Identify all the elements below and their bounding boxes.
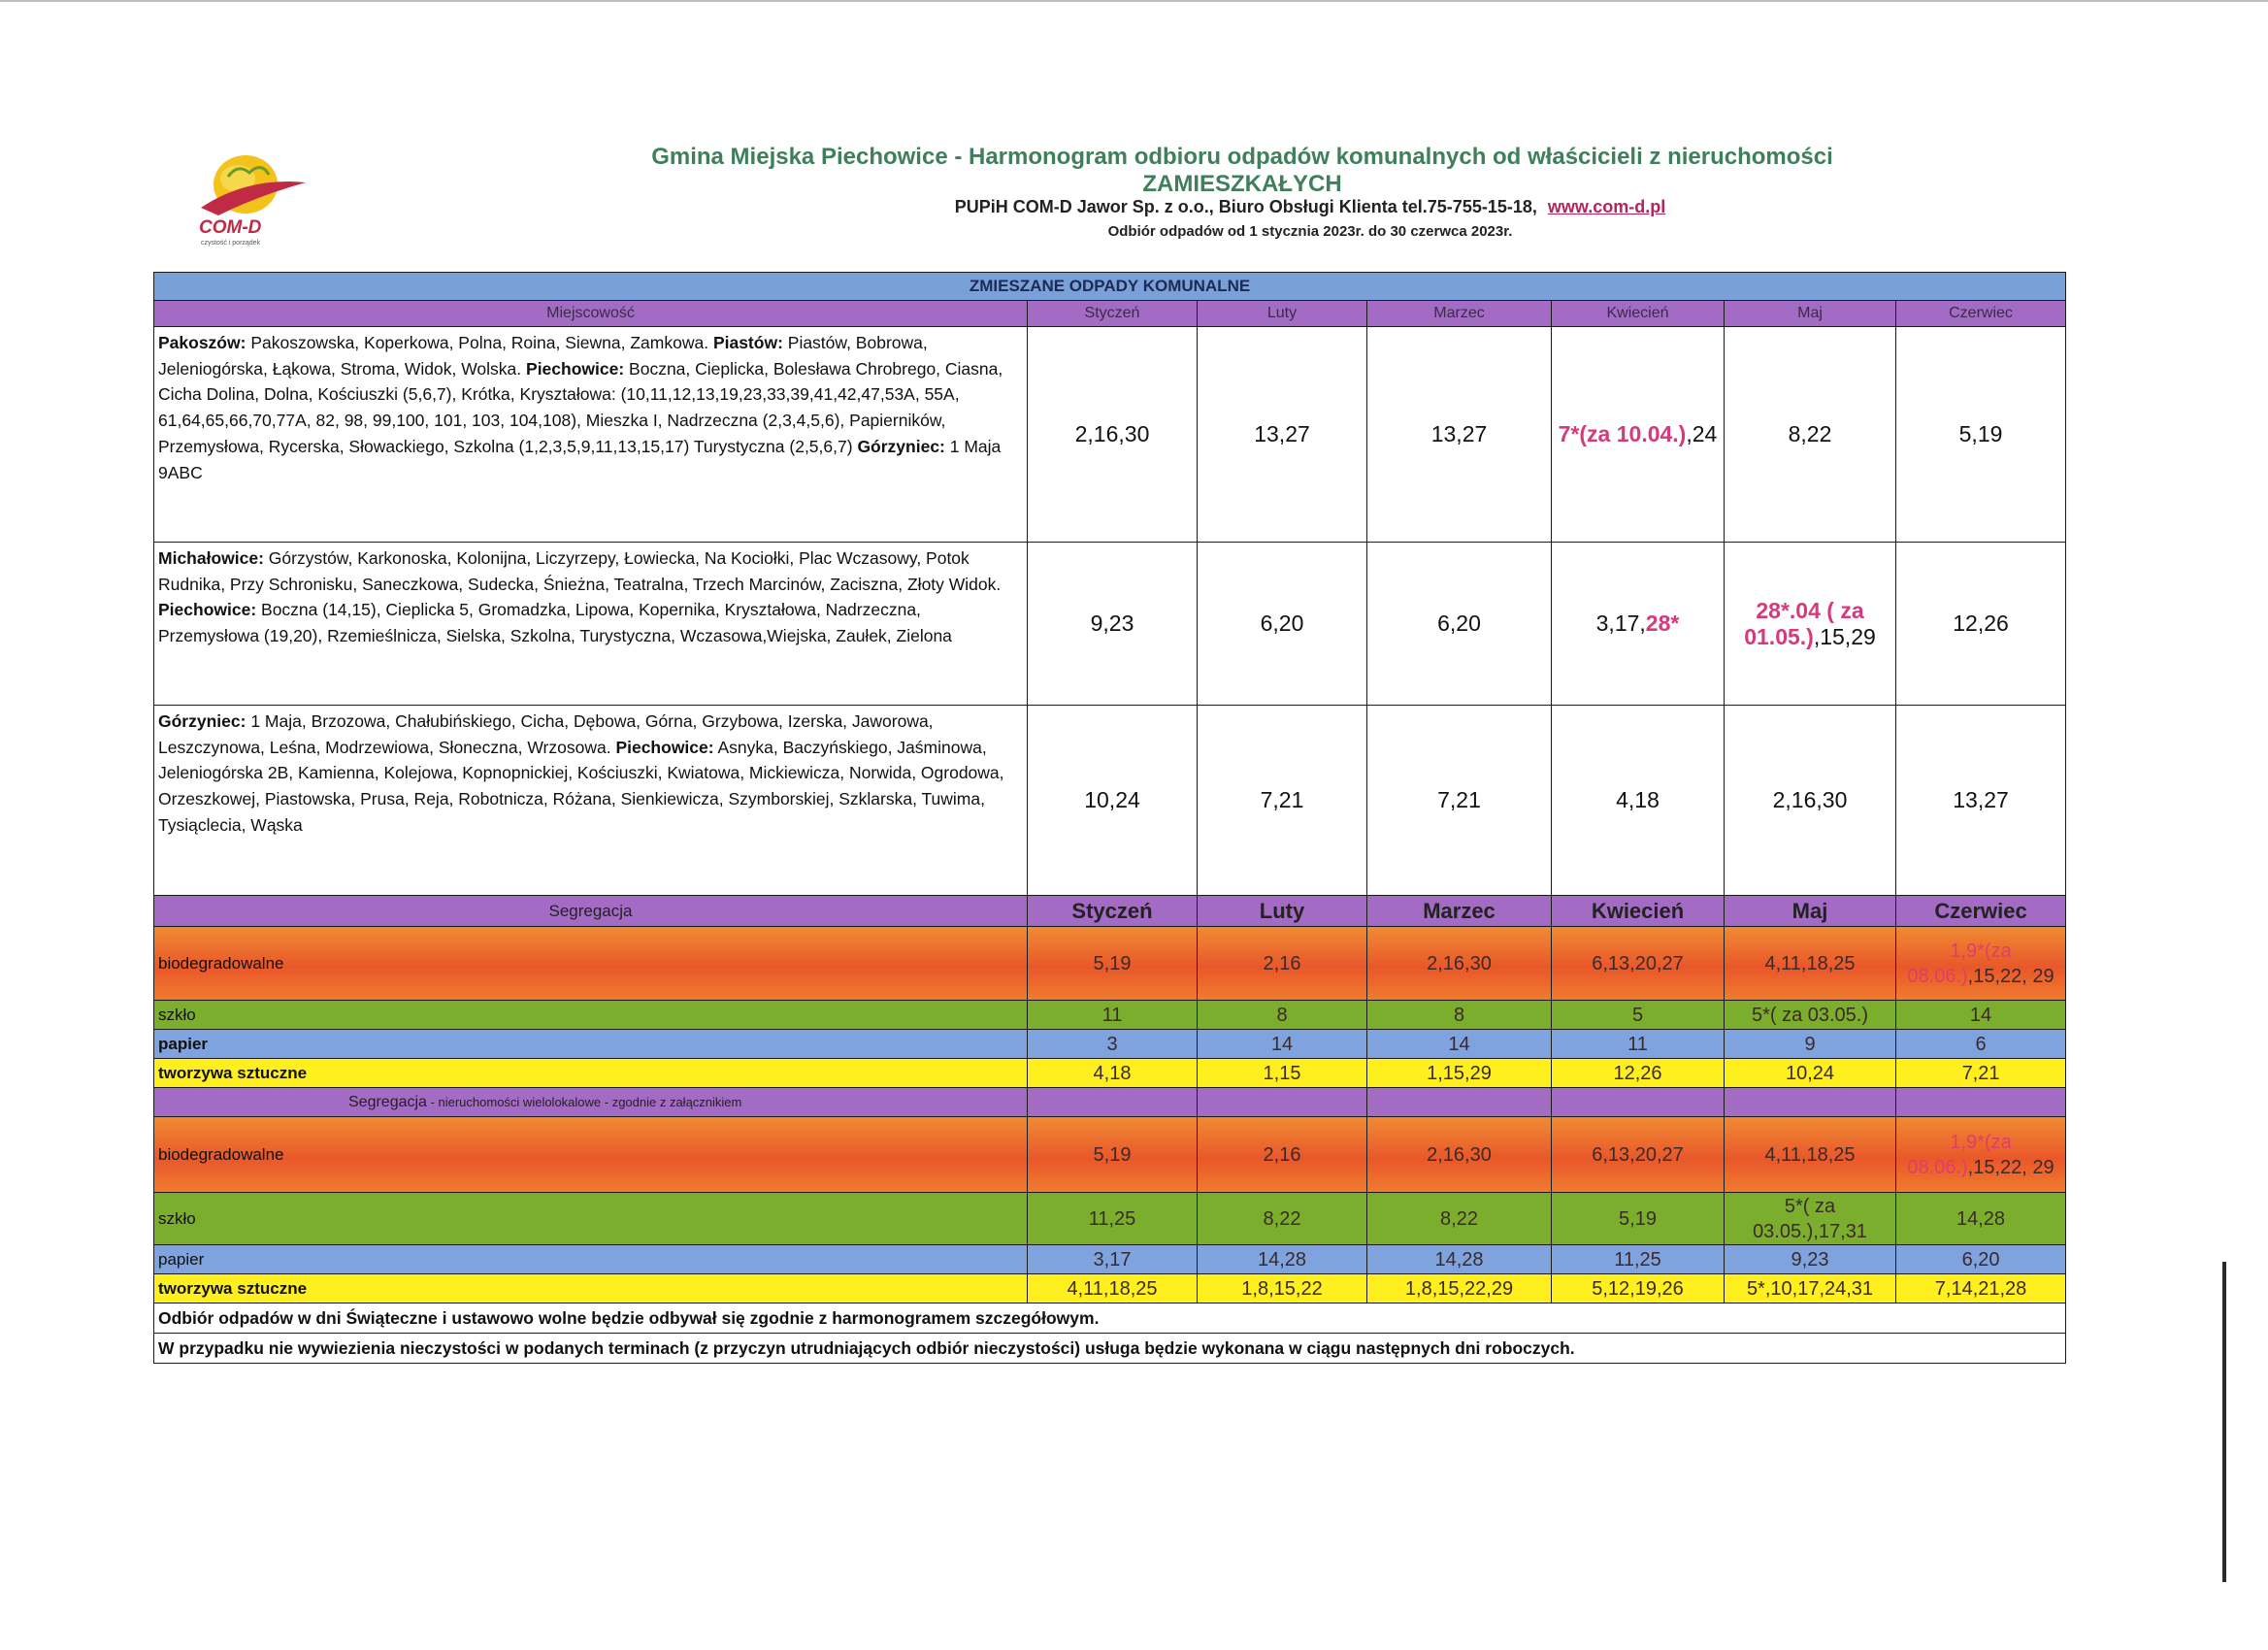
text-part: Piastów: [712, 333, 783, 352]
text-part: 4,18 [1616, 787, 1660, 812]
text-part: 5 [1631, 1004, 1644, 1026]
mixed-columns-row [154, 301, 2066, 327]
pickup-dates [1198, 543, 1367, 706]
pickup-dates [1028, 1274, 1198, 1304]
text-part: Górzyniec: [158, 711, 247, 731]
empty-header-cell [1552, 1088, 1725, 1117]
text-part: 1 Maja 9ABC [158, 436, 1002, 482]
pickup-dates [1725, 1117, 1896, 1193]
segregation-row [154, 1117, 2066, 1193]
text-part: 6,13,20,27 [1592, 952, 1684, 974]
text-part: Pakoszów: [158, 333, 247, 352]
text-part: 7*(za 10.04.) [1558, 421, 1687, 446]
text-part: Piechowice: [158, 600, 257, 620]
text-part: 7,21 [1437, 787, 1481, 812]
pickup-dates [1367, 1245, 1552, 1274]
pickup-dates [1725, 327, 1896, 543]
pickup-dates [1896, 1059, 2066, 1088]
text-part: 8 [1453, 1004, 1465, 1026]
mixed-schedule-row [154, 543, 2066, 706]
note-row [154, 1334, 2066, 1364]
text-part: Piastów, Bobrowa, Jeleniogórska, Łąkowa, Stroma, Widok, Wolska. [158, 333, 928, 379]
segregation-row [154, 1274, 2066, 1304]
text-part: 2,16,30 [1074, 421, 1150, 446]
column-header-month: Marzec [1367, 301, 1552, 327]
text-part: 6,20 [1260, 610, 1304, 636]
text-part: Michałowice: [158, 548, 264, 568]
pickup-dates [1725, 1030, 1896, 1059]
text-part: 14 [1448, 1033, 1470, 1055]
text-part: ,24 [1686, 421, 1718, 446]
segregation-month-header: Marzec [1367, 896, 1552, 927]
text-part: 11,25 [1614, 1248, 1661, 1270]
waste-type-label: szkło [154, 1001, 1028, 1030]
column-header-month: Styczeń [1028, 301, 1198, 327]
text-part: 5,19 [1619, 1207, 1657, 1230]
footnote: W przypadku nie wywiezienia nieczystości w podanych terminach (z przyczyn utrudniających odbiór nieczystości) usługa będzie wykonana w ciągu następnych dni roboczych. [154, 1334, 2066, 1364]
column-header-month: Czerwiec [1896, 301, 2066, 327]
locality-list [154, 706, 1028, 896]
column-header-month: Maj [1725, 301, 1896, 327]
text-part: Pakoszowska, Koperkowa, Polna, Roina, Siewna, Zamkowa. [246, 333, 713, 352]
pickup-dates [1552, 927, 1725, 1001]
segregation-multi-title: Segregacja [348, 1093, 427, 1110]
text-part: 10,24 [1084, 787, 1140, 812]
text-part: 14,28 [1956, 1207, 2006, 1230]
pickup-dates [1198, 706, 1367, 896]
segregation-heading: Segregacja [154, 896, 1028, 927]
pickup-dates [1028, 1030, 1198, 1059]
waste-type-label: biodegradowalne [154, 1117, 1028, 1193]
text-part: 3 [1106, 1033, 1118, 1055]
pickup-dates [1725, 1193, 1896, 1245]
pickup-dates [1552, 706, 1725, 896]
company-contact [679, 197, 1941, 217]
segregation-month-header: Styczeń [1028, 896, 1198, 927]
pickup-dates [1896, 543, 2066, 706]
pickup-dates [1896, 1274, 2066, 1304]
pickup-dates [1725, 706, 1896, 896]
pickup-dates [1552, 1274, 1725, 1304]
waste-type-label: szkło [154, 1193, 1028, 1245]
waste-type-label: papier [154, 1245, 1028, 1274]
empty-header-cell [1896, 1088, 2066, 1117]
footnote: Odbiór odpadów w dni Świąteczne i ustawowo wolne będzie odbywał się zgodnie z harmonogramem szczegółowym. [154, 1304, 2066, 1334]
text-part: 8,22 [1440, 1207, 1478, 1230]
text-part: 1,9*(za 08.06.) [1907, 1131, 2012, 1178]
schedule-table [153, 272, 2066, 1364]
segregation-row [154, 1030, 2066, 1059]
pickup-dates [1198, 1274, 1367, 1304]
segregation-heading-row [154, 896, 2066, 927]
text-part: 1,8,15,22,29 [1404, 1277, 1514, 1300]
pickup-dates [1896, 927, 2066, 1001]
pickup-dates [1367, 927, 1552, 1001]
pickup-dates [1367, 543, 1552, 706]
text-part: 2,16 [1263, 1143, 1301, 1166]
segregation-row [154, 1059, 2066, 1088]
pickup-dates [1552, 327, 1725, 543]
text-part: Górzystów, Karkonoska, Kolonijna, Liczyrzepy, Łowiecka, Na Kociołki, Plac Wczasowy, Potok Rudnika, Przy Schronisku, Saneczkowa, Sudecka, Śnieżna, Teatralna, Trzech Marcinów, Zaciszna, Złoty Widok. [158, 548, 1002, 594]
text-part: 3,17 [1093, 1248, 1132, 1270]
text-part: 5,12,19,26 [1592, 1277, 1684, 1300]
text-part: ,15,29 [1813, 623, 1876, 649]
text-part: 11 [1627, 1033, 1648, 1055]
segregation-row [154, 1193, 2066, 1245]
text-part: Asnyka, Baczyńskiego, Jaśminowa, Jeleniogórska 2B, Kamienna, Kolejowa, Kopnopnickiej, Kościuszki, Kwiatowa, Mickiewicza, Norwida, Ogrodowa, Orzeszkowej, Piastowska, Prusa, Reja, Robotnicza, Różana, Sienkiewicza, Szymborskiej, Szklarska, Tuwima, Tysiąclecia, Wąska [158, 737, 1004, 835]
pickup-dates [1028, 1117, 1198, 1193]
pickup-dates [1367, 1117, 1552, 1193]
text-part: 8 [1276, 1004, 1288, 1026]
pickup-dates [1552, 1193, 1725, 1245]
text-part: 14 [1270, 1033, 1294, 1055]
pickup-dates [1028, 327, 1198, 543]
text-part: 14,28 [1257, 1248, 1307, 1270]
pickup-dates [1367, 327, 1552, 543]
pickup-dates [1367, 706, 1552, 896]
pickup-dates [1896, 1245, 2066, 1274]
text-part: 4,11,18,25 [1764, 952, 1856, 974]
text-part: 7,21 [1260, 787, 1304, 812]
text-part: 2,16,30 [1427, 952, 1492, 974]
text-part: 4,11,18,25 [1067, 1277, 1158, 1300]
text-part: 13,27 [1953, 787, 2009, 812]
pickup-dates [1198, 1001, 1367, 1030]
scan-edge-line [2222, 1262, 2226, 1582]
text-part: 11,25 [1088, 1207, 1136, 1230]
text-part: 28*.04 ( za 01.05.) [1744, 597, 1864, 649]
text-part: 12,26 [1953, 610, 2009, 636]
text-part: 6,13,20,27 [1592, 1143, 1684, 1166]
text-part: Górzyniec: [857, 436, 945, 456]
text-part: Boczna (14,15), Cieplicka 5, Gromadzka, Lipowa, Kopernika, Kryształowa, Nadrzeczna, Przemysłowa (19,20), Rzemieślnicza, Sielska, Szkolna, Turystyczna, Wczasowa,Wiejska, Zaułek, Zielona [158, 600, 952, 646]
mixed-schedule-row [154, 327, 2066, 543]
pickup-dates [1367, 1274, 1552, 1304]
column-header-month: Luty [1198, 301, 1367, 327]
text-part: 2,16 [1263, 952, 1301, 974]
locality-list [154, 327, 1028, 543]
text-part: 2,16,30 [1772, 787, 1848, 812]
pickup-dates [1552, 543, 1725, 706]
pickup-dates [1028, 1193, 1198, 1245]
company-logo [189, 148, 315, 249]
logo-text: COM-D [199, 217, 262, 238]
mixed-schedule-row [154, 706, 2066, 896]
pickup-dates [1552, 1059, 1725, 1088]
text-part: Piechowice: [615, 737, 714, 757]
text-part: 2,16,30 [1427, 1143, 1492, 1166]
pickup-dates [1367, 1001, 1552, 1030]
text-part: ,15,22, 29 [1967, 965, 2054, 987]
text-part: 5*,10,17,24,31 [1746, 1277, 1874, 1300]
text-part: 1,8,15,22 [1241, 1277, 1323, 1300]
pickup-dates [1367, 1059, 1552, 1088]
segregation-month-header: Kwiecień [1552, 896, 1725, 927]
pickup-dates [1725, 543, 1896, 706]
text-part: 14 [1969, 1004, 1992, 1026]
segregation-multi-note: - nieruchomości wielolokalowe - zgodnie z załącznikiem [426, 1094, 742, 1109]
mixed-waste-heading: ZMIESZANE ODPADY KOMUNALNE [154, 273, 2066, 301]
page-title: Gmina Miejska Piechowice - Harmonogram odbioru odpadów komunalnych od właścicieli z nieruchomości ZAMIESZKAŁYCH [651, 144, 1833, 197]
text-part: 8,22 [1263, 1207, 1301, 1230]
pickup-dates [1028, 706, 1198, 896]
text-part: 5*( za 03.05.),17,31 [1753, 1195, 1867, 1242]
waste-type-label: tworzywa sztuczne [154, 1274, 1028, 1304]
empty-header-cell [1198, 1088, 1367, 1117]
pickup-dates [1198, 1059, 1367, 1088]
column-header-month: Kwiecień [1552, 301, 1725, 327]
column-header-locality: Miejscowość [154, 301, 1028, 327]
pickup-dates [1552, 1030, 1725, 1059]
pickup-dates [1552, 1245, 1725, 1274]
text-part: Piechowice: [526, 358, 625, 379]
text-part: 4,18 [1093, 1062, 1132, 1084]
text-part: 10,24 [1785, 1062, 1835, 1084]
segregation-multi-heading [154, 1088, 1028, 1117]
pickup-dates [1725, 1274, 1896, 1304]
pickup-dates [1896, 1030, 2066, 1059]
pickup-dates [1028, 1245, 1198, 1274]
segregation-row [154, 1001, 2066, 1030]
empty-header-cell [1367, 1088, 1552, 1117]
segregation-month-header: Luty [1198, 896, 1367, 927]
empty-header-cell [1028, 1088, 1198, 1117]
mixed-heading-row [154, 273, 2066, 301]
pickup-dates [1896, 706, 2066, 896]
text-part: 1,15 [1263, 1062, 1301, 1084]
pickup-dates [1028, 1001, 1198, 1030]
text-part: 5*( za 03.05.) [1751, 1004, 1869, 1026]
text-part: 1,9*(za 08.06.) [1907, 940, 2012, 987]
text-part: 7,21 [1961, 1062, 2000, 1084]
text-part: 9,23 [1090, 610, 1134, 636]
text-part: 5,19 [1958, 421, 2003, 446]
pickup-dates [1725, 927, 1896, 1001]
text-part: 3,17, [1595, 610, 1646, 636]
pickup-dates [1896, 1001, 2066, 1030]
text-part: 9,23 [1791, 1248, 1829, 1270]
pickup-dates [1725, 1059, 1896, 1088]
note-row [154, 1304, 2066, 1334]
text-part: 14,28 [1434, 1248, 1484, 1270]
text-part: Boczna, Cieplicka, Bolesława Chrobrego, Ciasna, Cicha Dolina, Dolna, Kościuszki (5,6,7), Krótka, Kryształowa: (10,11,12,13,19,23,33,39,41,42,47,53A, 55A, 61,64,65,66,70,77A, 82, 98, 99,100, 101, 103, 104,108), Mieszka I, Nadrzeczna (2,3,4,5,6), Papierników, Przemysłowa, Rycerska, Słowackiego, Szkolna (1,2,3,5,9,11,13,15,17) Turystyczna (2,5,6,7) [158, 358, 1003, 456]
locality-list [154, 543, 1028, 706]
text-part: 5,19 [1093, 952, 1132, 974]
pickup-dates [1552, 1001, 1725, 1030]
text-part: 8,22 [1788, 421, 1832, 446]
pickup-dates [1725, 1001, 1896, 1030]
company-website-link[interactable]: www.com-d.pl [1547, 197, 1666, 216]
pickup-dates [1028, 927, 1198, 1001]
empty-header-cell [1725, 1088, 1896, 1117]
segregation-row [154, 1245, 2066, 1274]
text-part: 6,20 [1961, 1248, 2000, 1270]
pickup-dates [1896, 1117, 2066, 1193]
pickup-dates [1198, 1245, 1367, 1274]
waste-type-label: biodegradowalne [154, 927, 1028, 1001]
text-part: 1 Maja, Brzozowa, Chałubińskiego, Cicha, Dębowa, Górna, Grzybowa, Izerska, Jaworowa, Leszczynowa, Leśna, Modrzewiowa, Słoneczna, Wrzosowa. [158, 711, 934, 757]
pickup-dates [1896, 1193, 2066, 1245]
text-part: 6 [1975, 1033, 1987, 1055]
logo-graphic [189, 148, 315, 249]
text-part: 9 [1804, 1033, 1816, 1055]
segregation-month-header: Maj [1725, 896, 1896, 927]
segregation-month-header: Czerwiec [1896, 896, 2066, 927]
schedule-period: Odbiór odpadów od 1 stycznia 2023r. do 30 czerwca 2023r. [1107, 223, 1513, 240]
company-info: PUPiH COM-D Jawor Sp. z o.o., Biuro Obsługi Klienta tel.75-755-15-18, [954, 197, 1537, 216]
text-part: 11 [1101, 1004, 1123, 1026]
text-part: 7,14,21,28 [1934, 1277, 2027, 1300]
pickup-dates [1367, 1193, 1552, 1245]
text-part: 5,19 [1093, 1143, 1132, 1166]
pickup-dates [1198, 327, 1367, 543]
top-border-line [0, 0, 2268, 2]
logo-tagline: czystość i porządek [201, 240, 261, 247]
waste-type-label: tworzywa sztuczne [154, 1059, 1028, 1088]
text-part: 4,11,18,25 [1764, 1143, 1856, 1166]
pickup-dates [1896, 327, 2066, 543]
text-part: 1,15,29 [1427, 1062, 1492, 1084]
pickup-dates [1198, 927, 1367, 1001]
pickup-dates [1367, 1030, 1552, 1059]
pickup-dates [1552, 1117, 1725, 1193]
pickup-dates [1725, 1245, 1896, 1274]
text-part: 12,26 [1613, 1062, 1662, 1084]
text-part: ,15,22, 29 [1967, 1156, 2054, 1178]
waste-type-label: papier [154, 1030, 1028, 1059]
segregation-row [154, 927, 2066, 1001]
text-part: 13,27 [1254, 421, 1310, 446]
pickup-dates [1198, 1117, 1367, 1193]
pickup-dates [1198, 1030, 1367, 1059]
text-part: 6,20 [1437, 610, 1481, 636]
pickup-dates [1028, 1059, 1198, 1088]
text-part: 28* [1645, 610, 1680, 636]
text-part: 13,27 [1430, 421, 1488, 446]
pickup-dates [1198, 1193, 1367, 1245]
pickup-dates [1028, 543, 1198, 706]
segregation-multi-heading-row [154, 1088, 2066, 1117]
